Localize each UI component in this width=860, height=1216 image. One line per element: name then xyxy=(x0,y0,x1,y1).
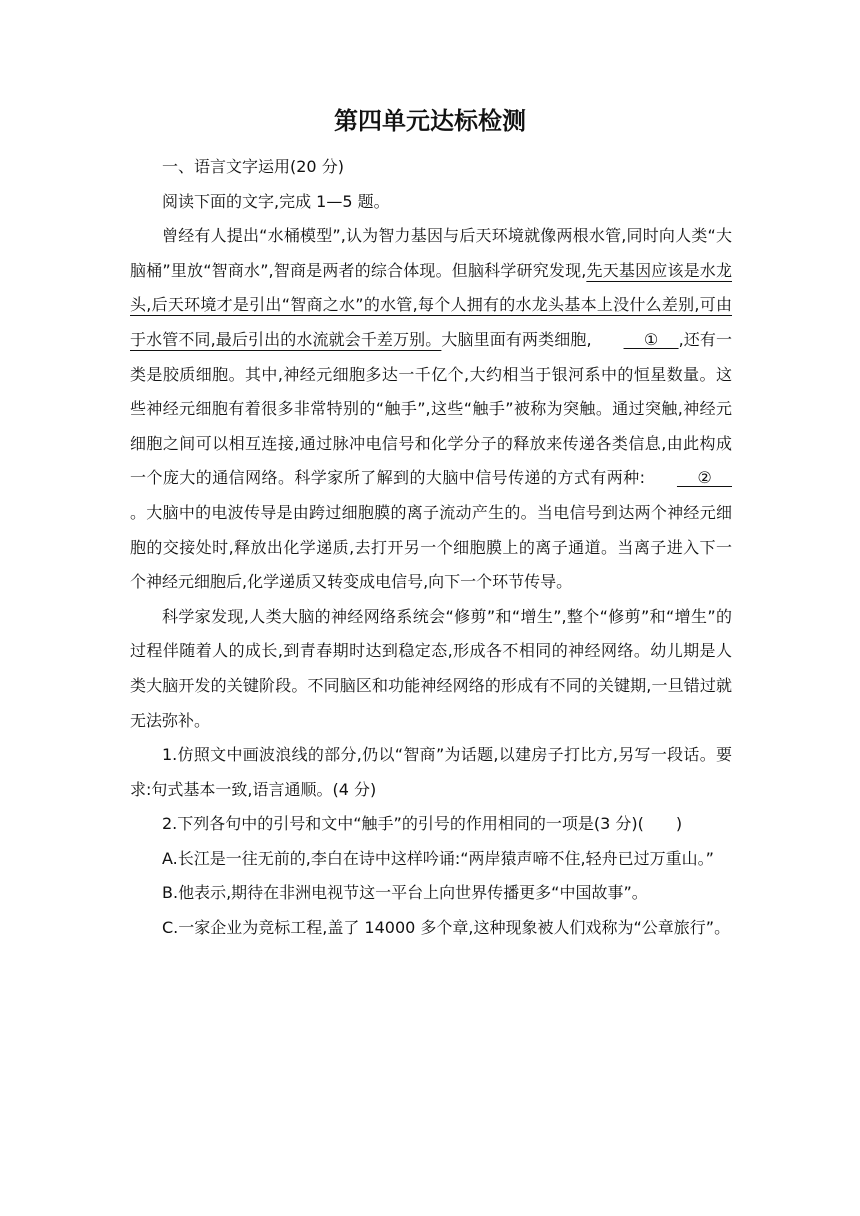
passage-text-after-blank-2: 。大脑中的电波传导是由跨过细胞膜的离子流动产生的。当电信号到达两个神经元细胞的交接处时,释放出化学递质,去打开另一个细胞膜上的离子通道。当离子进入下一个神经元细胞后,化学递质又转变成电信号,向下一个环节传导。 xyxy=(130,502,732,592)
section-heading: 一、语言文字运用(20 分) xyxy=(162,157,344,176)
option-a: A.长江是一往无前的,李白在诗中这样吟诵:“两岸猿声啼不住,轻舟已过万重山。” xyxy=(162,848,714,868)
blank-1: ① xyxy=(623,329,679,349)
blank-2: ② xyxy=(676,468,732,488)
reading-instruction: 阅读下面的文字,完成 1—5 题。 xyxy=(162,191,390,211)
question-1: 1.仿照文中画波浪线的部分,仍以“智商”为话题,以建房子打比方,另写一段话。要求:句式基本一致,语言通顺。(4 分) xyxy=(130,745,732,799)
passage-paragraph-2: 科学家发现,人类大脑的神经网络系统会“修剪”和“增生”,整个“修剪”和“增生”的过程伴随着人的成长,到青春期时达到稳定态,形成各不相同的神经网络。幼儿期是人类大脑开发的关键阶段。不同脑区和功能神经网络的形成有不同的关键期,一旦错过就无法弥补。 xyxy=(130,606,732,730)
page-title: 第四单元达标检测 xyxy=(334,107,526,135)
option-b: B.他表示,期待在非洲电视节这一平台上向世界传播更多“中国故事”。 xyxy=(162,883,648,903)
passage-text-after-blank-1: ,还有一类是胶质细胞。其中,神经元细胞多达一千亿个,大约相当于银河系中的恒星数量。这些神经元细胞有着很多非常特别的“触手”,这些“触手”被称为突触。通过突触,神经元细胞之间可以相互连接,通过脉冲电信号和化学分子的释放来传递各类信息,由此构成一个庞大的通信网络。科学家所了解到的大脑中信号传递的方式有两种: xyxy=(130,329,732,488)
question-2: 2.下列各句中的引号和文中“触手”的引号的作用相同的一项是(3 分)( ) xyxy=(162,814,683,834)
passage-text-before-underline: 曾经有人提出“水桶模型”,认为智力基因与后天环境就像两根水管,同时向人类“大脑桶”里放“智商水”,智商是两者的综合体现。但脑科学研究发现, xyxy=(130,226,732,280)
wavy-underlined-sentence: 先天基因应该是水龙头,后天环境才是引出“智商之水”的水管,每个人拥有的水龙头基本上没什么差别,可由于水管不同,最后引出的水流就会千差万别。 xyxy=(130,260,732,349)
passage-paragraph-1 xyxy=(130,219,732,600)
passage-text-before-blank-1: 大脑里面有两类细胞, xyxy=(441,329,592,349)
option-c: C.一家企业为竞标工程,盖了 14000 多个章,这种现象被人们戏称为“公章旅行”。 xyxy=(162,918,731,938)
document-body xyxy=(130,150,732,946)
